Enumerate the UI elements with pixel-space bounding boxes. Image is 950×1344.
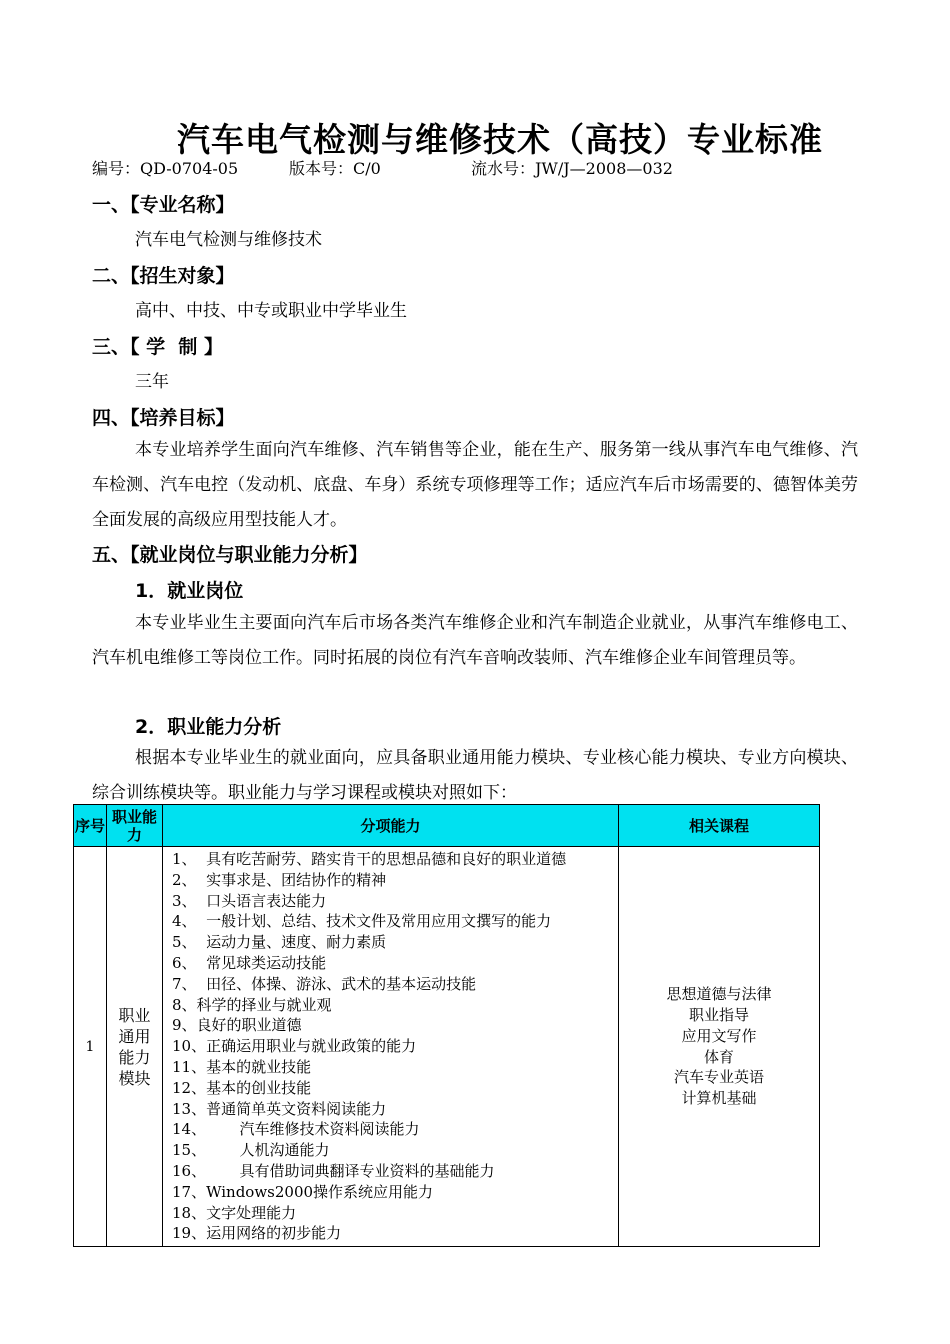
skill-item: 17、Windows2000操作系统应用能力 — [172, 1182, 434, 1201]
section-2-content: 高中、中技、中专或职业中学毕业生 — [135, 301, 407, 321]
row-category-text: 职业通用能力模块 — [118, 1005, 151, 1088]
skill-item: 8、科学的择业与就业观 — [172, 995, 332, 1014]
row-no: 1 — [74, 847, 107, 1247]
skill-item: 10、正确运用职业与就业政策的能力 — [172, 1037, 417, 1056]
section-3-heading: 三、【 学 制 】 — [92, 336, 223, 358]
skill-item: 9、良好的职业道德 — [172, 1016, 302, 1035]
section-5-heading: 五、【就业岗位与职业能力分析】 — [92, 544, 368, 566]
section-1-heading: 一、【专业名称】 — [92, 194, 235, 216]
course-item: 职业指导 — [688, 1005, 749, 1024]
subsection-ability-heading: 2．职业能力分析 — [135, 716, 282, 738]
skill-item: 14、 汽车维修技术资料阅读能力 — [172, 1120, 420, 1139]
section-2-heading: 二、【招生对象】 — [92, 265, 235, 287]
header-skills: 分项能力 — [163, 805, 619, 847]
doc-serial: 流水号：JW/J—2008—032 — [471, 159, 673, 178]
skill-item: 18、文字处理能力 — [172, 1203, 297, 1222]
skill-item: 2、 实事求是、团结协作的精神 — [172, 870, 387, 889]
course-item: 应用文写作 — [681, 1026, 757, 1045]
doc-version: 版本号：C/0 — [289, 159, 381, 178]
section-3-content: 三年 — [135, 372, 169, 392]
skill-item: 6、 常见球类运动技能 — [172, 953, 327, 972]
skill-item: 19、运用网络的初步能力 — [172, 1224, 342, 1243]
row-skills — [163, 847, 619, 1247]
skill-item: 16、 具有借助词典翻译专业资料的基础能力 — [172, 1161, 495, 1180]
row-category — [107, 847, 163, 1247]
ability-table — [73, 804, 820, 1247]
table-header-row — [74, 805, 820, 847]
document-title: 汽车电气检测与维修技术（高技）专业标准 — [177, 120, 823, 159]
header-category: 职业能力 — [107, 805, 163, 847]
section-4-heading: 四、【培养目标】 — [92, 407, 235, 429]
course-item: 计算机基础 — [681, 1089, 757, 1108]
section-4-content: 本专业培养学生面向汽车维修、汽车销售等企业，能在生产、服务第一线从事汽车电气维修、汽车检测、汽车电控（发动机、底盘、车身）系统专项修理等工作；适应汽车后市场需要的、德智体美劳全面发展的高级应用型技能人才。 — [92, 440, 858, 530]
skill-item: 7、 田径、体操、游泳、武术的基本运动技能 — [172, 974, 477, 993]
course-item: 体育 — [703, 1047, 734, 1066]
course-item: 汽车专业英语 — [673, 1068, 764, 1087]
skill-item: 3、 口头语言表达能力 — [172, 891, 327, 910]
table-row — [74, 847, 820, 1247]
skill-item: 5、 运动力量、速度、耐力素质 — [172, 933, 387, 952]
subsection-employment-heading: 1．就业岗位 — [135, 580, 244, 602]
course-item: 思想道德与法律 — [666, 985, 772, 1004]
skill-list — [163, 847, 618, 1246]
skill-item: 13、普通简单英文资料阅读能力 — [172, 1099, 387, 1118]
doc-code: 编号：QD-0704-05 — [92, 159, 239, 178]
header-courses: 相关课程 — [619, 805, 820, 847]
row-courses — [619, 847, 820, 1247]
skill-item: 11、基本的就业技能 — [172, 1057, 312, 1076]
skill-item: 15、 人机沟通能力 — [172, 1141, 330, 1160]
skill-item: 4、 一般计划、总结、技术文件及常用应用文撰写的能力 — [172, 912, 552, 931]
subsection-employment-content: 本专业毕业生主要面向汽车后市场各类汽车维修企业和汽车制造企业就业，从事汽车维修电工、汽车机电维修工等岗位工作。同时拓展的岗位有汽车音响改装师、汽车维修企业车间管理员等。 — [92, 613, 858, 668]
header-no: 序号 — [74, 805, 107, 847]
section-1-content: 汽车电气检测与维修技术 — [135, 230, 322, 250]
skill-item: 12、基本的创业技能 — [172, 1078, 312, 1097]
document-meta — [92, 156, 673, 179]
subsection-ability-content: 根据本专业毕业生的就业面向，应具备职业通用能力模块、专业核心能力模块、专业方向模块、综合训练模块等。职业能力与学习课程或模块对照如下： — [92, 748, 858, 803]
skill-item: 1、 具有吃苦耐劳、踏实肯干的思想品德和良好的职业道德 — [172, 850, 567, 868]
